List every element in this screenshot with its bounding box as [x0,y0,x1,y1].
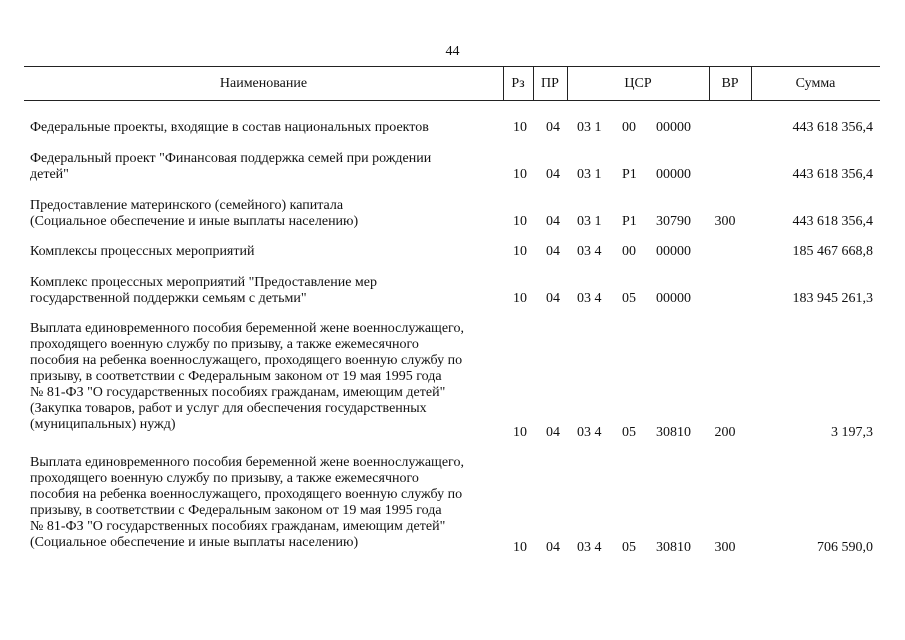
row-name: Федеральные проекты, входящие в состав национальных проектов [30,120,429,135]
row-pr: 04 [546,291,560,306]
row-pr: 04 [546,214,560,229]
row-rz: 10 [513,120,527,135]
row-csr-project: 00 [622,120,636,135]
row-csr-program: 03 1 [577,167,602,182]
row-sum: 443 618 356,4 [792,120,873,135]
row-pr: 04 [546,425,560,440]
row-rz: 10 [513,167,527,182]
header-csr: ЦСР [624,76,652,91]
row-name: Федеральный проект "Финансовая поддержка семей при рождении детей" [30,151,432,182]
table-header [24,66,880,101]
row-csr-project: 00 [622,244,636,259]
row-rz: 10 [513,214,527,229]
row-pr: 04 [546,167,560,182]
row-csr-project: Р1 [622,167,637,182]
row-rz: 10 [513,244,527,259]
row-sum: 183 945 261,3 [792,291,873,306]
row-name: Предоставление материнского (семейного) капитала (Социальное обеспечение и иные выплаты населению) [30,198,359,229]
row-csr-direction: 00000 [656,291,691,306]
row-csr-program: 03 4 [577,244,602,259]
row-csr-direction: 00000 [656,244,691,259]
header-sum: Сумма [795,76,836,91]
row-sum: 3 197,3 [831,425,873,440]
row-sum: 443 618 356,4 [792,167,873,182]
row-sum: 443 618 356,4 [792,214,873,229]
row-csr-project: Р1 [622,214,637,229]
row-rz: 10 [513,540,527,555]
row-rz: 10 [513,425,527,440]
header-pr: ПР [541,76,559,91]
row-vr: 300 [714,214,736,229]
row-csr-program: 03 1 [577,214,602,229]
row-rz: 10 [513,291,527,306]
row-name: Комплекс процессных мероприятий "Предоставление мер государственной поддержки семьям с детьми" [30,275,378,306]
header-rz: Рз [511,76,525,91]
row-sum: 185 467 668,8 [792,244,873,259]
row-name: Выплата единовременного пособия беременной жене военнослужащего, проходящего военную службу по призыву, а также ежемесячного пособия на ребенка военнослужащего, проходящего военную службу по призыву, в соответствии с Федеральным законом от 19 мая 1995 года № 81-ФЗ "О государственных пособиях гражданам, имеющим детей" (Социальное обеспечение и иные выплаты населению) [30,455,464,550]
row-vr: 200 [714,425,736,440]
row-pr: 04 [546,540,560,555]
row-csr-program: 03 1 [577,120,602,135]
row-csr-direction: 30810 [656,425,691,440]
row-csr-direction: 30810 [656,540,691,555]
header-name: Наименование [219,76,308,91]
row-csr-program: 03 4 [577,291,602,306]
row-csr-program: 03 4 [577,540,602,555]
row-sum: 706 590,0 [817,540,873,555]
row-name: Выплата единовременного пособия беременной жене военнослужащего, проходящего военную службу по призыву, а также ежемесячного пособия на ребенка военнослужащего, проходящего военную службу по призыву, в соответствии с Федеральным законом от 19 мая 1995 года № 81-ФЗ "О государственных пособиях гражданам, имеющим детей" (Закупка товаров, работ и услуг для обеспечения государственных (муниципальных) нужд) [30,321,464,432]
header-vr: ВР [721,76,739,91]
row-csr-project: 05 [622,540,636,555]
row-pr: 04 [546,120,560,135]
row-name: Комплексы процессных мероприятий [30,244,255,259]
row-csr-direction: 30790 [656,214,691,229]
row-csr-project: 05 [622,291,636,306]
row-csr-project: 05 [622,425,636,440]
row-csr-program: 03 4 [577,425,602,440]
row-csr-direction: 00000 [656,120,691,135]
row-pr: 04 [546,244,560,259]
row-vr: 300 [714,540,736,555]
row-csr-direction: 00000 [656,167,691,182]
page-number: 44 [445,44,460,59]
